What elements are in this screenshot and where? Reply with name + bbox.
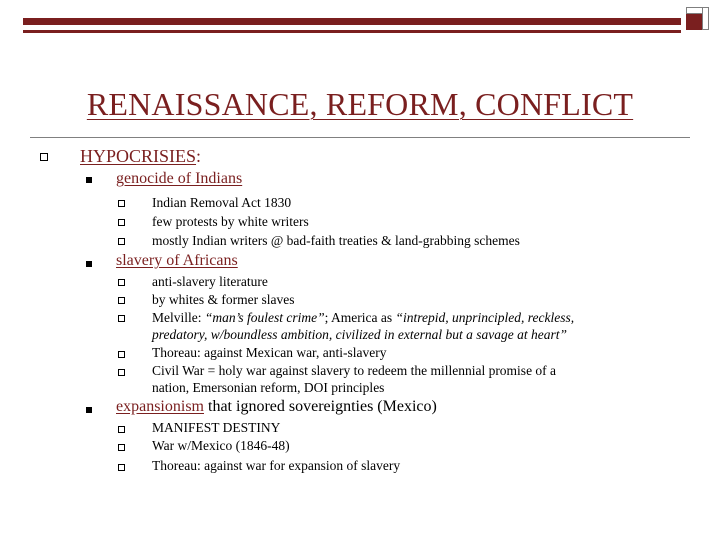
section-label: expansionism xyxy=(116,398,204,415)
hollow-square-bullet-icon xyxy=(118,279,125,286)
hollow-square-bullet-icon xyxy=(118,238,125,245)
list-item: anti-slavery literature xyxy=(152,274,268,289)
slide-title: RENAISSANCE, REFORM, CONFLICT xyxy=(86,86,634,122)
list-item: Indian Removal Act 1830 xyxy=(152,195,292,210)
header-band-thin xyxy=(23,30,681,33)
corner-square-fill xyxy=(686,14,702,30)
list-item-melville-cont xyxy=(152,327,567,343)
hollow-square-bullet-icon xyxy=(118,351,125,358)
filled-square-bullet-icon xyxy=(86,177,92,183)
hollow-square-bullet-icon xyxy=(118,200,125,207)
section-slavery xyxy=(116,252,238,270)
section-label: genocide of Indians xyxy=(116,170,243,187)
heading-suffix: : xyxy=(196,146,202,166)
hollow-square-bullet-icon xyxy=(118,426,125,433)
section-expansionism xyxy=(116,398,437,416)
list-item-melville xyxy=(152,310,574,326)
list-item: few protests by white writers xyxy=(152,214,309,229)
list-item: by whites & former slaves xyxy=(152,292,295,307)
melville-mid: ; America as xyxy=(324,310,396,325)
heading-label: HYPOCRISIES xyxy=(80,146,197,166)
hollow-square-bullet-icon xyxy=(40,153,48,161)
list-item-civil-war: Civil War = holy war against slavery to redeem the millennial promise of a xyxy=(152,363,557,378)
melville-prefix: Melville: xyxy=(152,310,205,325)
hollow-square-bullet-icon xyxy=(118,444,125,451)
melville-quote: “man’s foulest crime” xyxy=(204,310,325,325)
list-item-civil-war-cont: nation, Emersonian reform, DOI principles xyxy=(152,380,385,395)
hollow-square-bullet-icon xyxy=(118,219,125,226)
hollow-square-bullet-icon xyxy=(118,297,125,304)
title-divider xyxy=(30,137,690,138)
melville-quote2-line1: “intrepid, unprincipled, reckless, xyxy=(395,310,575,325)
hollow-square-bullet-icon xyxy=(118,369,125,376)
list-item: MANIFEST DESTINY xyxy=(152,420,281,435)
melville-quote2-line2: predatory, w/boundless ambition, civilized in external but a savage at heart” xyxy=(152,327,567,342)
list-item: Thoreau: against Mexican war, anti-slavery xyxy=(152,345,387,360)
filled-square-bullet-icon xyxy=(86,261,92,267)
hollow-square-bullet-icon xyxy=(118,464,125,471)
section-label: slavery of Africans xyxy=(116,252,238,269)
header-band xyxy=(23,18,681,25)
section-genocide xyxy=(116,170,242,188)
hollow-square-bullet-icon xyxy=(118,315,125,322)
list-item: War w/Mexico (1846-48) xyxy=(152,438,290,453)
list-item: Thoreau: against war for expansion of slavery xyxy=(152,458,401,473)
section-label-rest: that ignored sovereignties (Mexico) xyxy=(204,398,437,415)
heading-hypocrisies xyxy=(80,146,201,167)
filled-square-bullet-icon xyxy=(86,407,92,413)
corner-square-right xyxy=(702,7,709,30)
list-item: mostly Indian writers @ bad-faith treaties & land-grabbing schemes xyxy=(152,233,520,248)
